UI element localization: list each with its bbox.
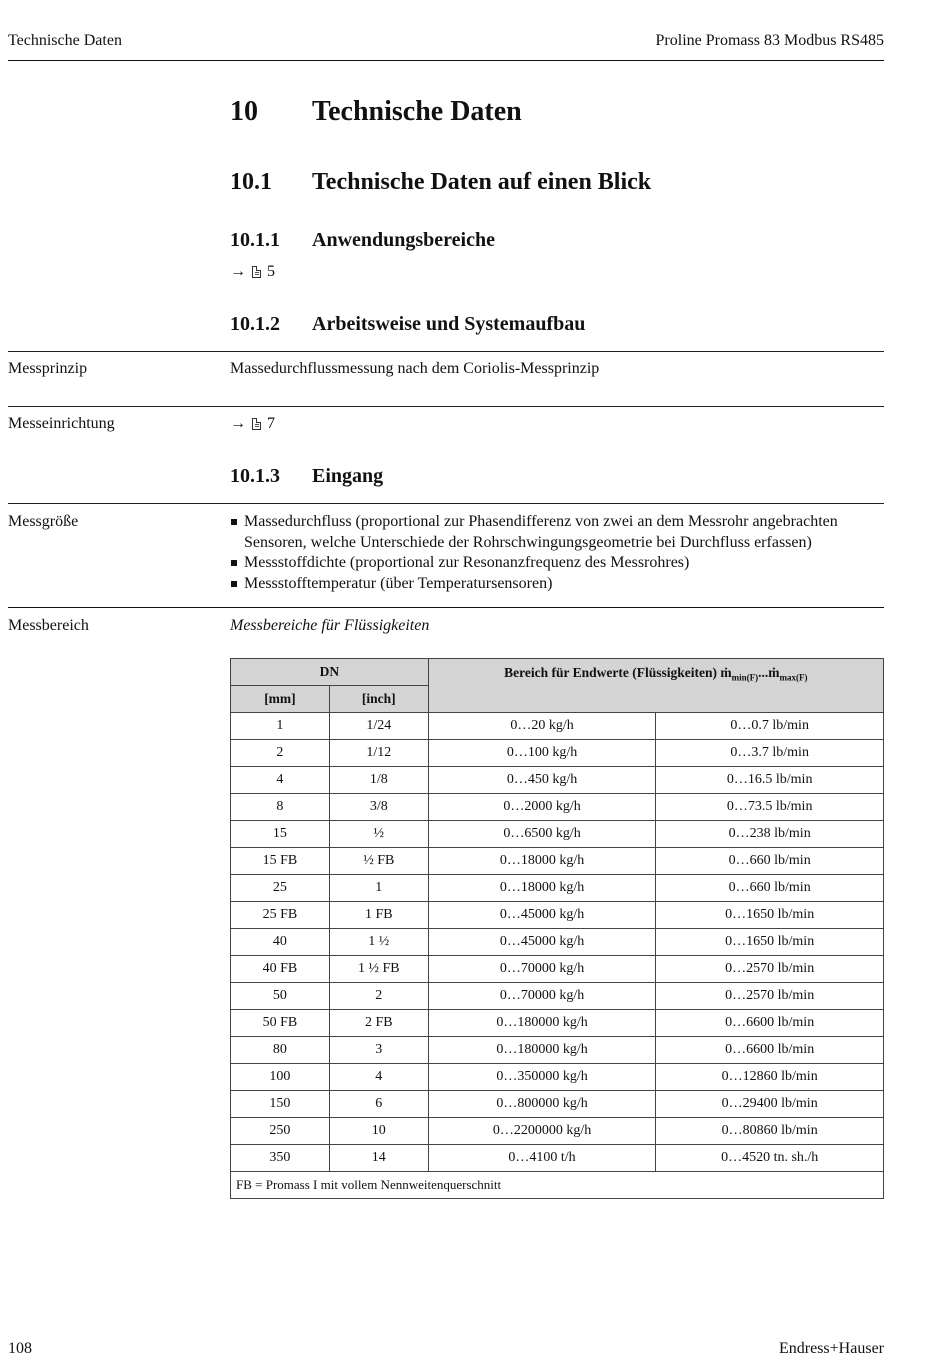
cell-range-kg: 0…18000 kg/h — [428, 848, 656, 875]
cell-range-lb: 0…29400 lb/min — [656, 1091, 884, 1118]
cell-range-kg: 0…70000 kg/h — [428, 983, 656, 1010]
cell-range-kg: 0…2200000 kg/h — [428, 1118, 656, 1145]
cell-dn-inch: 1 FB — [329, 902, 428, 929]
table-row — [231, 1037, 884, 1064]
page-number: 108 — [8, 1340, 32, 1357]
table-header-dn: DN — [231, 659, 429, 686]
subsection-number: 10.1.3 — [230, 465, 280, 487]
cell-dn-inch: 1 — [329, 875, 428, 902]
cell-dn-inch: 2 FB — [329, 1010, 428, 1037]
measuring-range-table — [230, 658, 884, 1199]
arrow-right-icon: → — [230, 415, 246, 432]
list-item: Messstofftemperatur (über Temperatursensoren) — [230, 574, 880, 595]
cell-range-kg: 0…800000 kg/h — [428, 1091, 656, 1118]
running-header-right: Proline Promass 83 Modbus RS485 — [655, 32, 884, 49]
subsection-heading-10-1-3 — [230, 465, 870, 491]
cell-range-lb: 0…80860 lb/min — [656, 1118, 884, 1145]
cell-dn-mm: 80 — [231, 1037, 330, 1064]
cell-dn-mm: 150 — [231, 1091, 330, 1118]
messprinzip-label: Messprinzip — [8, 360, 88, 377]
cell-range-lb: 0…238 lb/min — [656, 821, 884, 848]
cell-dn-mm: 40 — [231, 929, 330, 956]
page-reference-number: 7 — [267, 415, 275, 432]
cell-dn-inch: 10 — [329, 1118, 428, 1145]
section-title: Technische Daten auf einen Blick — [312, 169, 652, 195]
cell-dn-mm: 25 FB — [231, 902, 330, 929]
cell-range-lb: 0…4520 tn. sh./h — [656, 1145, 884, 1172]
chapter-heading — [230, 96, 870, 130]
table-row — [231, 929, 884, 956]
cell-dn-mm: 4 — [231, 767, 330, 794]
cell-dn-mm: 25 — [231, 875, 330, 902]
cell-range-lb: 0…6600 lb/min — [656, 1037, 884, 1064]
cell-range-lb: 0…1650 lb/min — [656, 929, 884, 956]
cell-dn-inch: 14 — [329, 1145, 428, 1172]
cell-range-lb: 0…1650 lb/min — [656, 902, 884, 929]
mass-flow-symbol: ṁ — [768, 665, 780, 680]
cell-dn-mm: 50 FB — [231, 1010, 330, 1037]
cell-range-kg: 0…180000 kg/h — [428, 1010, 656, 1037]
header-ellipsis: ... — [758, 665, 769, 680]
cell-range-lb: 0…2570 lb/min — [656, 983, 884, 1010]
table-row — [231, 875, 884, 902]
cell-dn-mm: 50 — [231, 983, 330, 1010]
cell-range-kg: 0…70000 kg/h — [428, 956, 656, 983]
row-divider — [8, 351, 884, 352]
cell-range-lb: 0…73.5 lb/min — [656, 794, 884, 821]
table-header-inch: [inch] — [329, 686, 428, 713]
table-row — [231, 767, 884, 794]
subsection-title: Arbeitsweise und Systemaufbau — [312, 313, 586, 335]
cell-range-lb: 0…3.7 lb/min — [656, 740, 884, 767]
header-min-subscript: min(F) — [731, 672, 759, 683]
cell-range-kg: 0…100 kg/h — [428, 740, 656, 767]
cell-range-lb: 0…660 lb/min — [656, 848, 884, 875]
chapter-title: Technische Daten — [312, 96, 522, 127]
row-divider — [8, 503, 884, 504]
cell-dn-mm: 1 — [231, 713, 330, 740]
cell-dn-mm: 8 — [231, 794, 330, 821]
cell-dn-mm: 2 — [231, 740, 330, 767]
page-reference-icon — [252, 266, 261, 278]
section-heading-10-1 — [230, 169, 870, 199]
table-row — [231, 1091, 884, 1118]
cell-range-kg: 0…2000 kg/h — [428, 794, 656, 821]
table-row — [231, 1064, 884, 1091]
header-max-subscript: max(F) — [779, 672, 808, 683]
table-row — [231, 740, 884, 767]
cell-range-lb: 0…0.7 lb/min — [656, 713, 884, 740]
table-header-row — [231, 659, 884, 686]
cell-range-kg: 0…450 kg/h — [428, 767, 656, 794]
cell-dn-mm: 100 — [231, 1064, 330, 1091]
page-reference-icon — [252, 418, 261, 430]
table-row — [231, 1118, 884, 1145]
subsection-heading-10-1-2 — [230, 313, 870, 339]
cell-dn-mm: 15 — [231, 821, 330, 848]
cell-range-kg: 0…45000 kg/h — [428, 902, 656, 929]
header-range-text: Bereich für Endwerte (Flüssigkeiten) — [504, 665, 721, 680]
table-header-mm: [mm] — [231, 686, 330, 713]
cell-dn-inch: 3 — [329, 1037, 428, 1064]
cell-range-kg: 0…350000 kg/h — [428, 1064, 656, 1091]
cell-range-lb: 0…660 lb/min — [656, 875, 884, 902]
messgroesse-list — [230, 512, 880, 594]
cell-dn-inch: 1 ½ — [329, 929, 428, 956]
list-item: Massedurchfluss (proportional zur Phasendifferenz von zwei an dem Messrohr angebrachten Sensoren, welche Unterschiede der Rohrschwingungsgeometrie bei Durchfluss erfassen) — [230, 512, 880, 553]
messbereich-label: Messbereich — [8, 617, 89, 634]
cell-dn-inch: 4 — [329, 1064, 428, 1091]
arrow-right-icon: → — [230, 263, 246, 280]
cell-dn-mm: 350 — [231, 1145, 330, 1172]
cell-range-kg: 0…18000 kg/h — [428, 875, 656, 902]
table-row — [231, 794, 884, 821]
table-header-range — [428, 659, 883, 713]
table-row — [231, 848, 884, 875]
table-footnote-row — [231, 1172, 884, 1199]
cell-dn-inch: 1 ½ FB — [329, 956, 428, 983]
messprinzip-value: Massedurchflussmessung nach dem Coriolis-Messprinzip — [230, 360, 600, 377]
cell-range-kg: 0…6500 kg/h — [428, 821, 656, 848]
cell-dn-inch: 1/24 — [329, 713, 428, 740]
row-divider — [8, 607, 884, 608]
subsection-heading-10-1-1 — [230, 229, 870, 255]
table-row — [231, 1010, 884, 1037]
cell-dn-mm: 250 — [231, 1118, 330, 1145]
page-reference-anwendung[interactable] — [230, 263, 275, 281]
cell-range-kg: 0…20 kg/h — [428, 713, 656, 740]
table-footnote: FB = Promass I mit vollem Nennweitenquerschnitt — [231, 1172, 884, 1199]
running-header-left: Technische Daten — [8, 32, 122, 49]
cell-dn-mm: 15 FB — [231, 848, 330, 875]
cell-range-lb: 0…12860 lb/min — [656, 1064, 884, 1091]
footer-company: Endress+Hauser — [779, 1340, 884, 1357]
subsection-title: Anwendungsbereiche — [312, 229, 495, 251]
table-row — [231, 821, 884, 848]
cell-dn-inch: 6 — [329, 1091, 428, 1118]
mass-flow-symbol: ṁ — [720, 665, 732, 680]
cell-dn-mm: 40 FB — [231, 956, 330, 983]
cell-range-lb: 0…16.5 lb/min — [656, 767, 884, 794]
cell-range-lb: 0…6600 lb/min — [656, 1010, 884, 1037]
table-row — [231, 902, 884, 929]
messbereich-caption: Messbereiche für Flüssigkeiten — [230, 617, 430, 634]
header-rule — [8, 60, 884, 61]
subsection-title: Eingang — [312, 465, 384, 487]
cell-dn-inch: ½ FB — [329, 848, 428, 875]
list-item: Messstoffdichte (proportional zur Resonanzfrequenz des Messrohres) — [230, 553, 880, 574]
cell-range-kg: 0…45000 kg/h — [428, 929, 656, 956]
section-number: 10.1 — [230, 169, 272, 195]
page-reference-messeinrichtung[interactable] — [230, 415, 275, 433]
cell-range-kg: 0…4100 t/h — [428, 1145, 656, 1172]
cell-dn-inch: 1/8 — [329, 767, 428, 794]
cell-dn-inch: 1/12 — [329, 740, 428, 767]
cell-range-lb: 0…2570 lb/min — [656, 956, 884, 983]
cell-range-kg: 0…180000 kg/h — [428, 1037, 656, 1064]
page-reference-number: 5 — [267, 263, 275, 280]
cell-dn-inch: 2 — [329, 983, 428, 1010]
cell-dn-inch: 3/8 — [329, 794, 428, 821]
messeinrichtung-label: Messeinrichtung — [8, 415, 115, 432]
row-divider — [8, 406, 884, 407]
subsection-number: 10.1.2 — [230, 313, 280, 335]
cell-dn-inch: ½ — [329, 821, 428, 848]
chapter-number: 10 — [230, 96, 258, 127]
messgroesse-label: Messgröße — [8, 513, 79, 530]
table-row — [231, 956, 884, 983]
table-row — [231, 1145, 884, 1172]
table-row — [231, 713, 884, 740]
table-row — [231, 983, 884, 1010]
subsection-number: 10.1.1 — [230, 229, 280, 251]
